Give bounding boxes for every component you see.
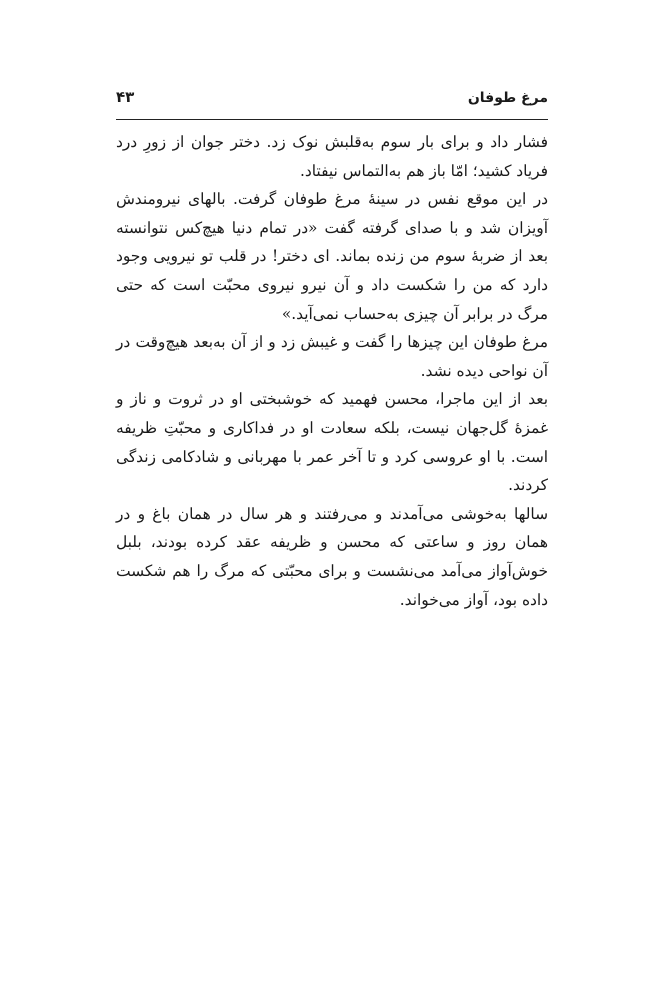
paragraph: سالها به‌خوشی می‌آمدند و می‌رفتند و هر سال در همان باغ و در همان روز و ساعتی که محسن و ظریفه عقد کرده بودند، بلبل خوش‌آواز می‌آمد می‌نشست و برای محبّتی که مرگ را هم شکست داده بود، آواز می‌خواند. — [116, 504, 548, 609]
page-body — [116, 128, 548, 614]
header-divider — [116, 119, 548, 120]
paragraph: در این موقع نفس در سینهٔ مرغ طوفان گرفت. بالهای نیرومندش آویزان شد و با صدای گرفته گفت «در تمام دنیا هیچ‌کس نتوانسته بعد از ضربهٔ سوم من زنده بماند. ای دختر! در قلب تو نیرویی وجود دارد که من را شکست داد و آن نیرو نیروی محبّت است که حتی مرگ در برابر آن چیزی به‌حساب نمی‌آید.» — [116, 190, 548, 323]
running-title: مرغ طوفان — [467, 90, 548, 106]
page-number: ۴۳ — [116, 88, 135, 106]
paragraph: بعد از این ماجرا، محسن فهمید که خوشبختی او در ثروت و ناز و غمزهٔ گل‌جهان نیست، بلکه سعادت او در فداکاری و محبّتِ ظریفه است. با او عروسی کرد و تا آخر عمر با مهربانی و شادکامی زندگی کردند. — [116, 390, 548, 495]
paragraph: مرغ طوفان این چیزها را گفت و غیبش زد و از آن به‌بعد هیچ‌وقت در آن نواحی دیده نشد. — [116, 333, 548, 380]
paragraph: فشار داد و برای بار سوم به‌قلبش نوک زد. دختر جوان از زورِ درد فریاد کشید؛ امّا باز هم به‌التماس نیفتاد. — [116, 133, 548, 180]
page-header — [116, 88, 548, 112]
